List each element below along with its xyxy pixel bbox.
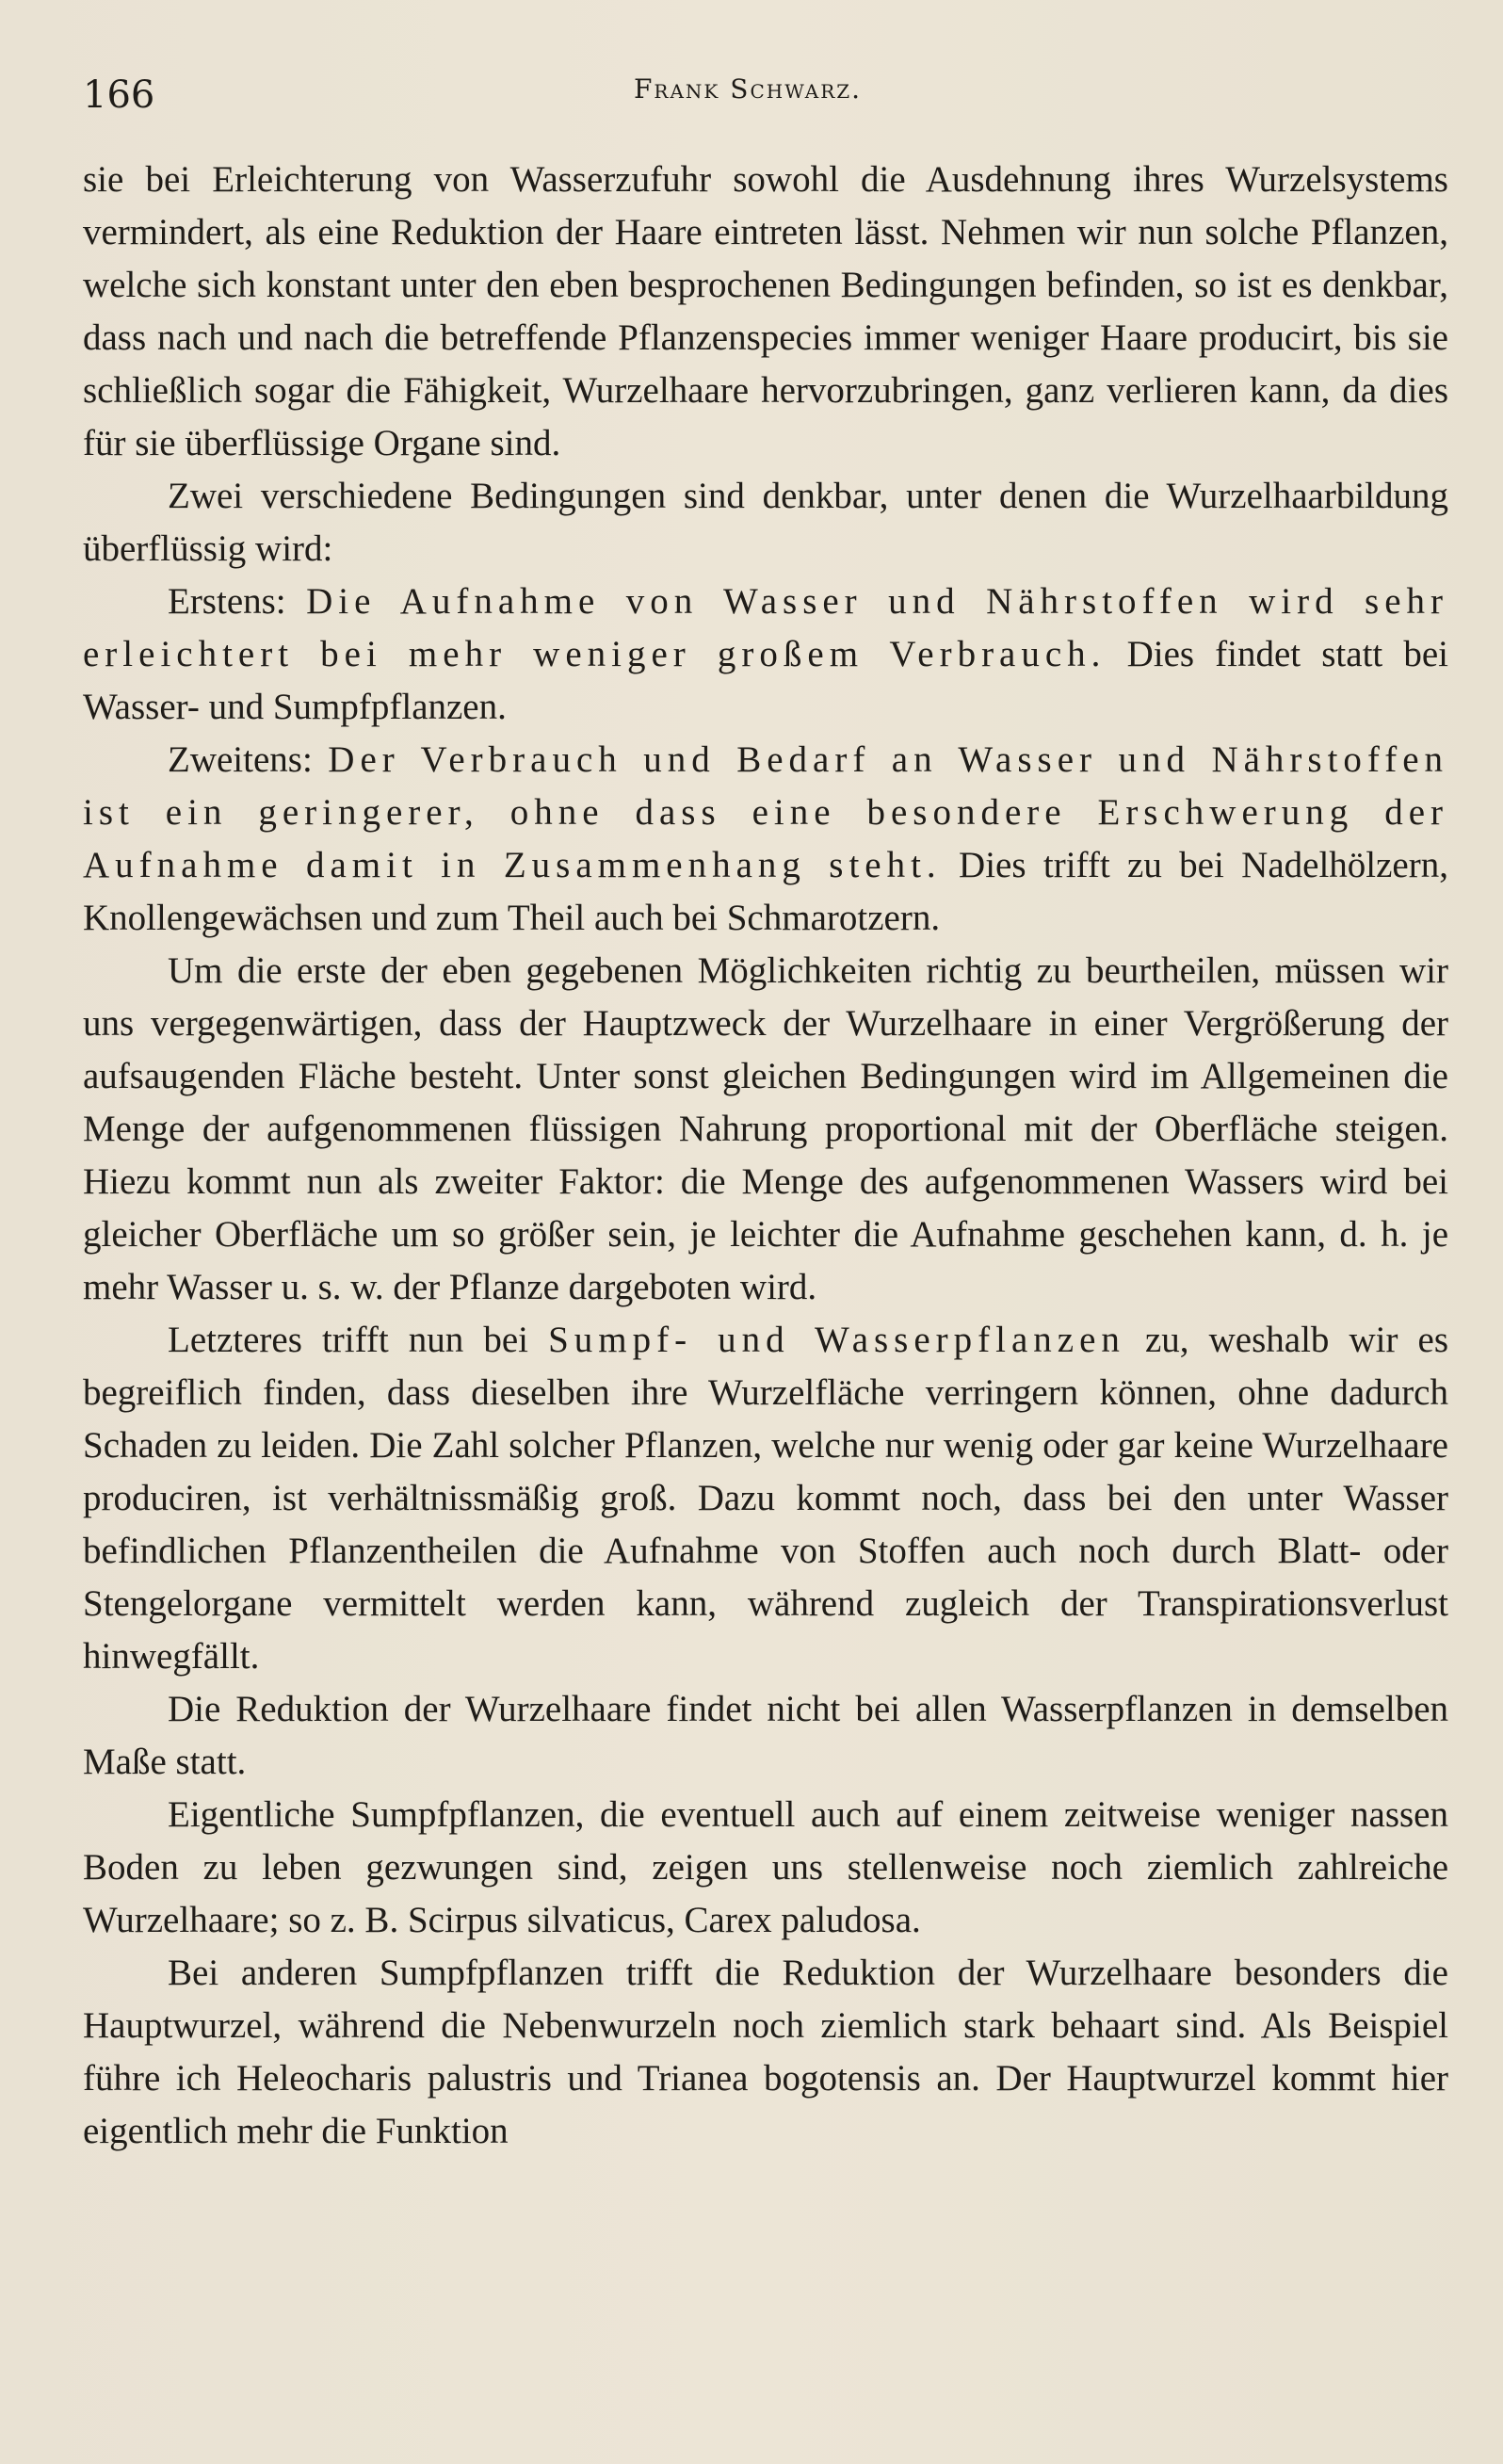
spaced-emphasis: Sumpf- und Wasserpflanzen [548,1320,1125,1360]
body-text [83,154,1448,2158]
paragraph [83,575,1448,734]
paragraph-lead: Zweitens: [168,739,313,780]
paragraph-lead: Letzteres trifft nun bei [168,1320,528,1360]
paragraph: Zwei verschiedene Bedingungen sind denkbar, unter denen die Wurzelhaarbildung überflüssig wird: [83,476,1448,569]
paragraph: sie bei Erleichterung von Wasserzufuhr sowohl die Ausdehnung ihres Wurzelsystems vermindert, als eine Reduktion der Haare eintreten lässt. Nehmen wir nun solche Pflanzen, welche sich konstant unter den eben besprochenen Bedingungen befinden, so ist es denkbar, dass nach und nach die betreffende Pflanzenspecies immer weniger Haare producirt, bis sie schließlich sogar die Fähigkeit, Wurzelhaare hervorzubringen, ganz verlieren kann, da dies für sie überflüssige Organe sind. [83,159,1448,463]
paragraph: Bei anderen Sumpfpflanzen trifft die Reduktion der Wurzelhaare besonders die Hauptwurzel, während die Nebenwurzeln noch ziemlich stark behaart sind. Als Beispiel führe ich Heleocharis palustris und Trianea bogotensis an. Der Hauptwurzel kommt hier eigentlich mehr die Funktion [83,1953,1448,2151]
paragraph-lead: Erstens: [168,581,286,622]
paragraph-tail: Dies trifft zu bei Nadelhölzern, Knollengewächsen und zum Theil auch bei Schmarotzern. [83,845,1448,938]
paragraph: Eigentliche Sumpfpflanzen, die eventuell auch auf einem zeitweise weniger nassen Boden zu leben gezwungen sind, zeigen uns stellenweise noch ziemlich zahlreiche Wurzelhaare; so z. B. Scirpus silvaticus, Carex paludosa. [83,1794,1448,1940]
paragraph [83,734,1448,945]
spaced-emphasis: Die Aufnahme von Wasser und Nährstoffen wird sehr erleichtert bei mehr weniger großem Verbrauch. [83,581,1448,674]
paragraph [83,1314,1448,1683]
page-header [83,73,1448,130]
paragraph: Die Reduktion der Wurzelhaare findet nicht bei allen Wasserpflanzen in demselben Maße statt. [83,1689,1448,1782]
paragraph: Um die erste der eben gegebenen Möglichkeiten richtig zu beurtheilen, müssen wir uns vergegenwärtigen, dass der Hauptzweck der Wurzelhaare in einer Vergrößerung der aufsaugenden Fläche besteht. Unter sonst gleichen Bedingungen wird im Allgemeinen die Menge der aufgenommenen flüssigen Nahrung proportional mit der Oberfläche steigen. Hiezu kommt nun als zweiter Faktor: die Menge des aufgenommenen Wassers wird bei gleicher Oberfläche um so größer sein, je leichter die Aufnahme geschehen kann, d. h. je mehr Wasser u. s. w. der Pflanze dargeboten wird. [83,950,1448,1307]
page-number: 166 [83,73,155,117]
running-head: Frank Schwarz. [634,73,863,105]
paragraph-tail: Dies findet statt bei Wasser- und Sumpfpflanzen. [83,634,1448,727]
spaced-emphasis: Der Verbrauch und Bedarf an Wasser und Nährstoffen ist ein geringerer, ohne dass eine besondere Erschwerung der Aufnahme damit in Zusammenhang steht. [83,739,1449,885]
paragraph-tail: zu, weshalb wir es begreiflich finden, dass dieselben ihre Wurzelfläche verringern können, ohne dadurch Schaden zu leiden. Die Zahl solcher Pflanzen, welche nur wenig oder gar keine Wurzelhaare produciren, ist verhältnissmäßig groß. Dazu kommt noch, dass bei den unter Wasser befindlichen Pflanzentheilen die Aufnahme von Stoffen auch noch durch Blatt- oder Stengelorgane vermittelt werden kann, während zugleich der Transpirationsverlust hinwegfällt. [83,1320,1449,1677]
